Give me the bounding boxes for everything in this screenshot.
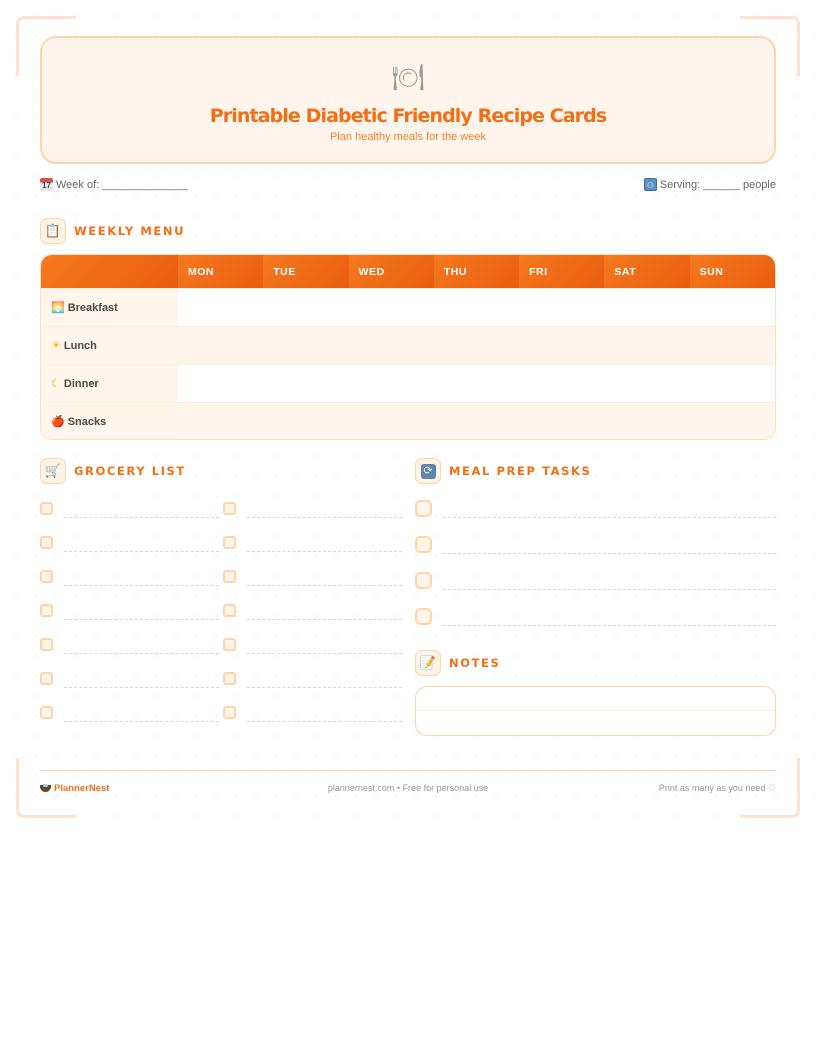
menu-cell[interactable] [434, 327, 519, 364]
grocery-item-line[interactable] [64, 687, 219, 688]
moon-icon: ☾ [51, 378, 61, 390]
day-header: THU [434, 255, 519, 288]
refresh-glyph: ⟳ [421, 464, 436, 479]
meal-prep-checkbox[interactable] [415, 572, 432, 589]
grocery-item-line[interactable] [247, 619, 402, 620]
meal-label: 🌅 Breakfast [41, 289, 178, 326]
weekly-menu-heading [40, 218, 185, 244]
menu-cell[interactable] [434, 365, 519, 402]
day-header: SUN [690, 255, 775, 288]
weekly-menu-table [40, 254, 776, 440]
meal-prep-task-line[interactable] [443, 625, 776, 626]
menu-cell[interactable] [263, 289, 348, 326]
grocery-checkbox[interactable] [223, 502, 236, 515]
grocery-checkbox[interactable] [223, 604, 236, 617]
notes-ruled-line [416, 710, 775, 711]
menu-cell[interactable] [178, 403, 263, 440]
day-header: TUE [263, 255, 348, 288]
calendar-icon: 17 [40, 178, 53, 191]
section-title: MEAL PREP TASKS [449, 464, 592, 478]
footer-tagline: Print as many as you need ♡ [658, 783, 776, 793]
meal-prep-task-line[interactable] [443, 517, 776, 518]
meal-prep-checkbox[interactable] [415, 536, 432, 553]
menu-cell[interactable] [349, 365, 434, 402]
fork-knife-plate-icon: 🍽 [391, 62, 425, 92]
grocery-item-line[interactable] [247, 721, 402, 722]
menu-cell[interactable] [178, 327, 263, 364]
menu-cell[interactable] [349, 403, 434, 440]
grocery-item-line[interactable] [247, 653, 402, 654]
grocery-item-line[interactable] [247, 585, 402, 586]
section-title: WEEKLY MENU [74, 224, 186, 238]
day-header: SAT [604, 255, 689, 288]
memo-pencil-icon: 📝 [415, 650, 441, 676]
menu-cell[interactable] [178, 289, 263, 326]
section-title: GROCERY LIST [74, 464, 186, 478]
people-icon: ⚇ [644, 178, 657, 191]
meal-label: ☾ Dinner [41, 365, 178, 402]
menu-cell[interactable] [178, 365, 263, 402]
meal-label: ☀ Lunch [41, 327, 178, 364]
menu-cell[interactable] [434, 403, 519, 440]
menu-cell[interactable] [690, 403, 775, 440]
menu-cell[interactable] [349, 327, 434, 364]
clipboard-icon: 📋 [40, 218, 66, 244]
grocery-item-line[interactable] [64, 517, 219, 518]
day-header: FRI [519, 255, 604, 288]
menu-cell[interactable] [604, 327, 689, 364]
page-title: Printable Diabetic Friendly Recipe Cards [209, 105, 607, 127]
grocery-list-heading [40, 458, 186, 484]
grocery-checkbox[interactable] [223, 536, 236, 549]
table-header [41, 255, 775, 288]
apple-icon: 🍎 [51, 416, 65, 428]
page-subtitle: Plan healthy meals for the week [330, 131, 486, 143]
grocery-checkbox[interactable] [223, 570, 236, 583]
menu-cell[interactable] [604, 403, 689, 440]
grocery-item-line[interactable] [64, 653, 219, 654]
serving-label: Serving: ______ people [659, 178, 776, 191]
grocery-checkbox[interactable] [40, 536, 53, 549]
grocery-item-line[interactable] [64, 551, 219, 552]
brand-name: PlannerNest [54, 783, 110, 794]
table-row-snacks [41, 402, 775, 440]
grocery-checkbox[interactable] [40, 502, 53, 515]
grocery-item-line[interactable] [64, 721, 219, 722]
grocery-item-line[interactable] [247, 551, 402, 552]
header-card [40, 36, 776, 164]
week-of-field[interactable] [40, 178, 188, 191]
header-corner-cell [41, 255, 178, 288]
section-title: NOTES [449, 656, 501, 670]
menu-cell[interactable] [690, 365, 775, 402]
notes-heading [415, 650, 500, 676]
grocery-item-line[interactable] [247, 517, 402, 518]
shopping-cart-icon: 🛒 [40, 458, 66, 484]
meta-row [40, 178, 776, 194]
footer [40, 783, 776, 797]
meal-prep-task-line[interactable] [443, 553, 776, 554]
grocery-checkbox[interactable] [40, 570, 53, 583]
meal-label: 🍎 Snacks [41, 403, 178, 440]
table-row-dinner [41, 364, 775, 402]
meal-prep-checkbox[interactable] [415, 608, 432, 625]
grocery-checkbox[interactable] [40, 604, 53, 617]
grocery-checkbox[interactable] [223, 672, 236, 685]
menu-cell[interactable] [519, 403, 604, 440]
meal-prep-heading [415, 458, 591, 484]
menu-cell[interactable] [519, 289, 604, 326]
menu-cell[interactable] [604, 289, 689, 326]
grocery-checkbox[interactable] [223, 638, 236, 651]
week-of-label: Week of: ______________ [56, 178, 188, 191]
sunrise-icon: 🌅 [51, 302, 65, 314]
footer-divider [40, 770, 776, 771]
refresh-icon [415, 458, 441, 484]
grocery-checkbox[interactable] [40, 672, 53, 685]
menu-cell[interactable] [604, 365, 689, 402]
menu-cell[interactable] [349, 289, 434, 326]
menu-cell[interactable] [434, 289, 519, 326]
menu-cell[interactable] [263, 327, 348, 364]
meal-prep-task-line[interactable] [443, 589, 776, 590]
sun-icon: ☀ [51, 340, 61, 352]
menu-cell[interactable] [263, 403, 348, 440]
footer-site-text: plannernest.com • Free for personal use [327, 783, 489, 793]
day-header: WED [349, 255, 434, 288]
menu-cell[interactable] [690, 289, 775, 326]
serving-field[interactable] [644, 178, 776, 191]
day-header: MON [178, 255, 263, 288]
menu-cell[interactable] [263, 365, 348, 402]
meal-prep-checkbox[interactable] [415, 500, 432, 517]
grocery-checkbox[interactable] [223, 706, 236, 719]
grocery-checkbox[interactable] [40, 706, 53, 719]
table-row-lunch [41, 326, 775, 364]
menu-cell[interactable] [519, 327, 604, 364]
notes-area[interactable] [415, 686, 776, 736]
table-row-breakfast [41, 288, 775, 326]
grocery-item-line[interactable] [64, 619, 219, 620]
menu-cell[interactable] [519, 365, 604, 402]
menu-cell[interactable] [690, 327, 775, 364]
grocery-checkbox[interactable] [40, 638, 53, 651]
grocery-item-line[interactable] [247, 687, 402, 688]
grocery-item-line[interactable] [64, 585, 219, 586]
